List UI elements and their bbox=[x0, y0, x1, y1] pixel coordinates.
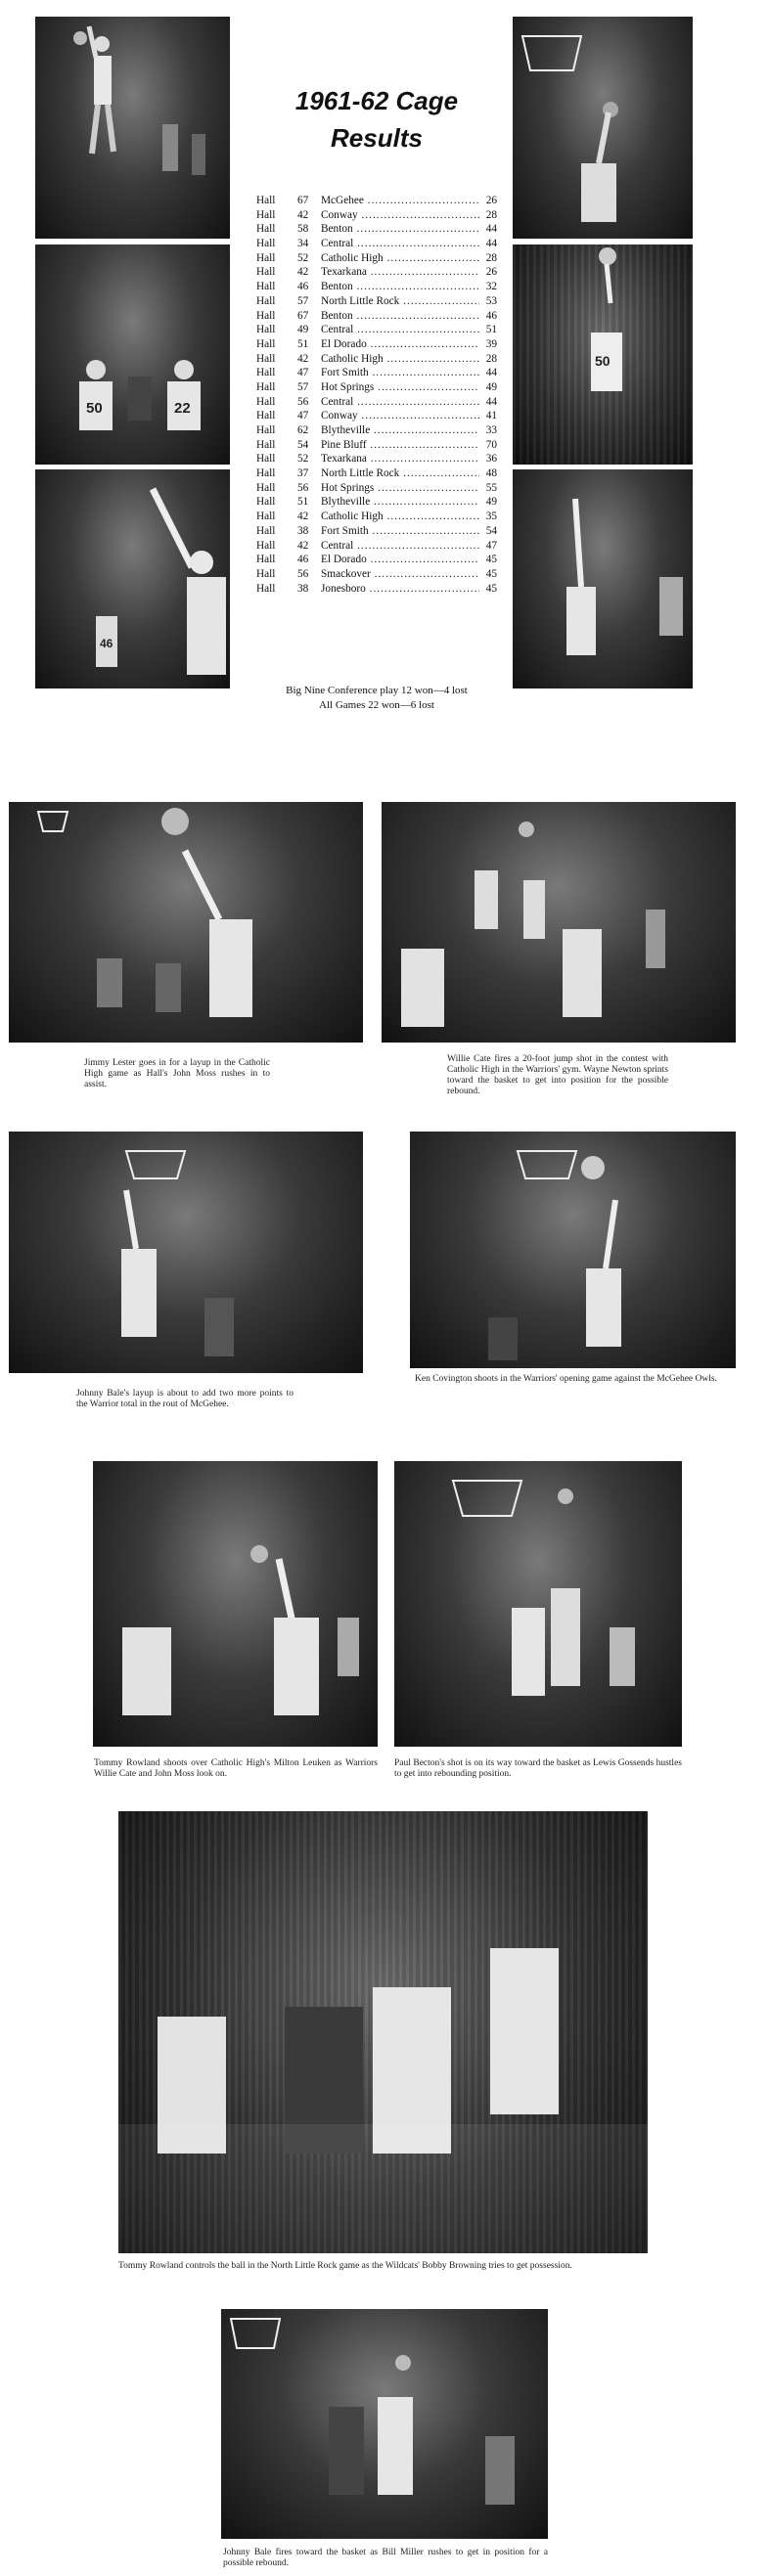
page-title-line1: 1961-62 Cage bbox=[294, 86, 459, 115]
hall-score: 67 bbox=[297, 195, 309, 206]
opponent-name: Smackover ..... bbox=[321, 567, 479, 582]
result-row bbox=[256, 265, 497, 280]
result-row bbox=[256, 553, 497, 567]
hall-score: 46 bbox=[297, 554, 309, 566]
opponent-name: Central ..... bbox=[321, 395, 479, 410]
opponent-name: Blytheville ..... bbox=[321, 423, 479, 438]
opponent-name: Hot Springs ..... bbox=[321, 481, 479, 496]
page-title-line2: Results bbox=[331, 123, 423, 153]
results-list bbox=[256, 194, 497, 596]
opponent-score: 44 bbox=[485, 238, 497, 250]
opponent-score: 53 bbox=[485, 294, 497, 307]
photo-top-right-hoop bbox=[513, 17, 693, 239]
photo-right-layup bbox=[513, 469, 693, 688]
hall-score: 42 bbox=[297, 266, 309, 279]
caption-bale-fires: Johnny Bale fires toward the basket as Bill Miller rushes to get in position for a possible rebound. bbox=[223, 2548, 548, 2568]
opponent-score: 49 bbox=[485, 380, 497, 393]
opponent-score: 54 bbox=[485, 524, 497, 537]
opponent-name: Catholic High ..... bbox=[321, 352, 479, 367]
opponent-name: Benton ..... bbox=[321, 222, 479, 237]
opponent-name: El Dorado ..... bbox=[321, 337, 479, 352]
team-name: Hall bbox=[256, 223, 276, 236]
team-name: Hall bbox=[256, 567, 276, 580]
result-row bbox=[256, 337, 497, 352]
opponent-score: 41 bbox=[485, 410, 497, 422]
result-row bbox=[256, 409, 497, 423]
hall-score: 46 bbox=[297, 281, 309, 293]
opponent-name: Texarkana ..... bbox=[321, 452, 479, 466]
hall-score: 38 bbox=[297, 582, 309, 595]
caption-rowland-controls: Tommy Rowland controls the ball in the North Little Rock game as the Wildcats' Bobby Browning tries to get possession. bbox=[118, 2261, 572, 2271]
result-row bbox=[256, 567, 497, 582]
team-name: Hall bbox=[256, 324, 276, 336]
team-name: Hall bbox=[256, 281, 276, 293]
team-name: Hall bbox=[256, 294, 276, 307]
caption-covington: Ken Covington shoots in the Warriors' opening game against the McGehee Owls. bbox=[415, 1374, 717, 1384]
photo-lester-layup bbox=[9, 802, 363, 1043]
result-row bbox=[256, 323, 497, 337]
opponent-name: McGehee ..... bbox=[321, 194, 479, 208]
opponent-score: 26 bbox=[485, 195, 497, 206]
opponent-name: El Dorado ..... bbox=[321, 553, 479, 567]
team-name: Hall bbox=[256, 438, 276, 451]
result-row bbox=[256, 280, 497, 294]
photo-bale-fires bbox=[221, 2309, 548, 2539]
photo-left-jersey-50-22 bbox=[35, 244, 230, 465]
opponent-score: 32 bbox=[485, 281, 497, 293]
hall-score: 34 bbox=[297, 238, 309, 250]
opponent-name: Conway ..... bbox=[321, 409, 479, 423]
opponent-name: Central ..... bbox=[321, 323, 479, 337]
result-row bbox=[256, 539, 497, 554]
caption-becton: Paul Becton's shot is on its way toward the basket as Lewis Gossends hustles to get into rebounding position. bbox=[394, 1758, 682, 1779]
team-name: Hall bbox=[256, 424, 276, 436]
result-row bbox=[256, 208, 497, 223]
caption-rowland-shoots: Tommy Rowland shoots over Catholic High's Milton Leuken as Warriors Willie Cate and John Moss look on. bbox=[94, 1758, 378, 1779]
hall-score: 49 bbox=[297, 324, 309, 336]
team-name: Hall bbox=[256, 337, 276, 350]
opponent-name: Texarkana ..... bbox=[321, 265, 479, 280]
hall-score: 42 bbox=[297, 539, 309, 552]
result-row bbox=[256, 395, 497, 410]
hall-score: 54 bbox=[297, 438, 309, 451]
opponent-name: Fort Smith ..... bbox=[321, 366, 479, 380]
opponent-score: 48 bbox=[485, 467, 497, 480]
jersey-number: 22 bbox=[174, 400, 191, 417]
result-row bbox=[256, 366, 497, 380]
opponent-score: 33 bbox=[485, 424, 497, 436]
opponent-score: 28 bbox=[485, 251, 497, 264]
team-name: Hall bbox=[256, 496, 276, 509]
photo-rowland-controls bbox=[118, 1811, 648, 2253]
hall-score: 56 bbox=[297, 481, 309, 494]
hall-score: 57 bbox=[297, 380, 309, 393]
opponent-score: 44 bbox=[485, 367, 497, 379]
opponent-score: 36 bbox=[485, 453, 497, 466]
opponent-name: Catholic High ..... bbox=[321, 251, 479, 266]
all-games-summary: All Games 22 won—6 lost bbox=[319, 699, 434, 711]
opponent-score: 45 bbox=[485, 567, 497, 580]
opponent-name: Central ..... bbox=[321, 237, 479, 251]
result-row bbox=[256, 294, 497, 309]
photo-left-reaching-player bbox=[35, 469, 230, 688]
opponent-name: North Little Rock ..... bbox=[321, 466, 479, 481]
result-row bbox=[256, 237, 497, 251]
team-name: Hall bbox=[256, 352, 276, 365]
opponent-score: 55 bbox=[485, 481, 497, 494]
hall-score: 56 bbox=[297, 395, 309, 408]
hall-score: 37 bbox=[297, 467, 309, 480]
team-name: Hall bbox=[256, 266, 276, 279]
result-row bbox=[256, 466, 497, 481]
photo-rowland-shoots bbox=[93, 1461, 378, 1747]
result-row bbox=[256, 481, 497, 496]
opponent-score: 70 bbox=[485, 438, 497, 451]
hall-score: 58 bbox=[297, 223, 309, 236]
team-name: Hall bbox=[256, 410, 276, 422]
opponent-score: 44 bbox=[485, 395, 497, 408]
photo-right-jersey-50 bbox=[513, 244, 693, 465]
opponent-name: North Little Rock ..... bbox=[321, 294, 479, 309]
team-name: Hall bbox=[256, 195, 276, 206]
opponent-score: 45 bbox=[485, 554, 497, 566]
hall-score: 52 bbox=[297, 251, 309, 264]
opponent-name: Central ..... bbox=[321, 539, 479, 554]
opponent-name: Catholic High ..... bbox=[321, 510, 479, 524]
result-row bbox=[256, 582, 497, 597]
opponent-score: 28 bbox=[485, 208, 497, 221]
photo-top-left-jump-shot bbox=[35, 17, 230, 239]
team-name: Hall bbox=[256, 367, 276, 379]
caption-bale-layup: Johnny Bale's layup is about to add two more points to the Warrior total in the rout of McGehee. bbox=[76, 1389, 294, 1409]
opponent-score: 26 bbox=[485, 266, 497, 279]
opponent-name: Pine Bluff ..... bbox=[321, 438, 479, 453]
hall-score: 42 bbox=[297, 352, 309, 365]
opponent-name: Blytheville ..... bbox=[321, 495, 479, 510]
hall-score: 51 bbox=[297, 337, 309, 350]
result-row bbox=[256, 194, 497, 208]
players-illustration bbox=[35, 17, 230, 239]
jersey-number: 50 bbox=[86, 400, 103, 417]
jersey-number: 46 bbox=[100, 637, 113, 650]
hall-score: 47 bbox=[297, 367, 309, 379]
opponent-name: Benton ..... bbox=[321, 309, 479, 324]
result-row bbox=[256, 380, 497, 395]
team-name: Hall bbox=[256, 511, 276, 523]
result-row bbox=[256, 510, 497, 524]
team-name: Hall bbox=[256, 309, 276, 322]
team-name: Hall bbox=[256, 395, 276, 408]
hall-score: 62 bbox=[297, 424, 309, 436]
team-name: Hall bbox=[256, 238, 276, 250]
hall-score: 47 bbox=[297, 410, 309, 422]
result-row bbox=[256, 524, 497, 539]
team-name: Hall bbox=[256, 208, 276, 221]
photo-covington-shoots bbox=[410, 1132, 736, 1368]
result-row bbox=[256, 452, 497, 466]
team-name: Hall bbox=[256, 453, 276, 466]
result-row bbox=[256, 423, 497, 438]
result-row bbox=[256, 438, 497, 453]
team-name: Hall bbox=[256, 539, 276, 552]
opponent-name: Jonesboro ..... bbox=[321, 582, 479, 597]
opponent-name: Fort Smith ..... bbox=[321, 524, 479, 539]
photo-cate-jump-shot bbox=[382, 802, 736, 1043]
result-row bbox=[256, 251, 497, 266]
result-row bbox=[256, 222, 497, 237]
photo-bale-layup bbox=[9, 1132, 363, 1373]
team-name: Hall bbox=[256, 582, 276, 595]
team-name: Hall bbox=[256, 467, 276, 480]
opponent-score: 44 bbox=[485, 223, 497, 236]
opponent-score: 39 bbox=[485, 337, 497, 350]
hall-score: 67 bbox=[297, 309, 309, 322]
photo-becton-shot bbox=[394, 1461, 682, 1747]
opponent-score: 46 bbox=[485, 309, 497, 322]
caption-cate: Willie Cate fires a 20-foot jump shot in the contest with Catholic High in the Warriors' gym. Wayne Newton sprints toward the basket to get into position for the possible rebound. bbox=[447, 1054, 668, 1096]
team-name: Hall bbox=[256, 554, 276, 566]
jersey-number: 50 bbox=[595, 353, 611, 369]
opponent-score: 28 bbox=[485, 352, 497, 365]
opponent-name: Benton ..... bbox=[321, 280, 479, 294]
team-name: Hall bbox=[256, 380, 276, 393]
hall-score: 52 bbox=[297, 453, 309, 466]
team-name: Hall bbox=[256, 251, 276, 264]
opponent-name: Hot Springs ..... bbox=[321, 380, 479, 395]
result-row bbox=[256, 309, 497, 324]
opponent-score: 45 bbox=[485, 582, 497, 595]
hall-score: 51 bbox=[297, 496, 309, 509]
conference-summary: Big Nine Conference play 12 won—4 lost bbox=[286, 685, 468, 696]
opponent-score: 35 bbox=[485, 511, 497, 523]
hall-score: 38 bbox=[297, 524, 309, 537]
caption-lester: Jimmy Lester goes in for a layup in the Catholic High game as Hall's John Moss rushes in to assist. bbox=[84, 1058, 270, 1089]
team-name: Hall bbox=[256, 481, 276, 494]
result-row bbox=[256, 352, 497, 367]
hall-score: 56 bbox=[297, 567, 309, 580]
hall-score: 57 bbox=[297, 294, 309, 307]
result-row bbox=[256, 495, 497, 510]
team-name: Hall bbox=[256, 524, 276, 537]
opponent-name: Conway ..... bbox=[321, 208, 479, 223]
hall-score: 42 bbox=[297, 208, 309, 221]
opponent-score: 47 bbox=[485, 539, 497, 552]
opponent-score: 51 bbox=[485, 324, 497, 336]
opponent-score: 49 bbox=[485, 496, 497, 509]
hall-score: 42 bbox=[297, 511, 309, 523]
